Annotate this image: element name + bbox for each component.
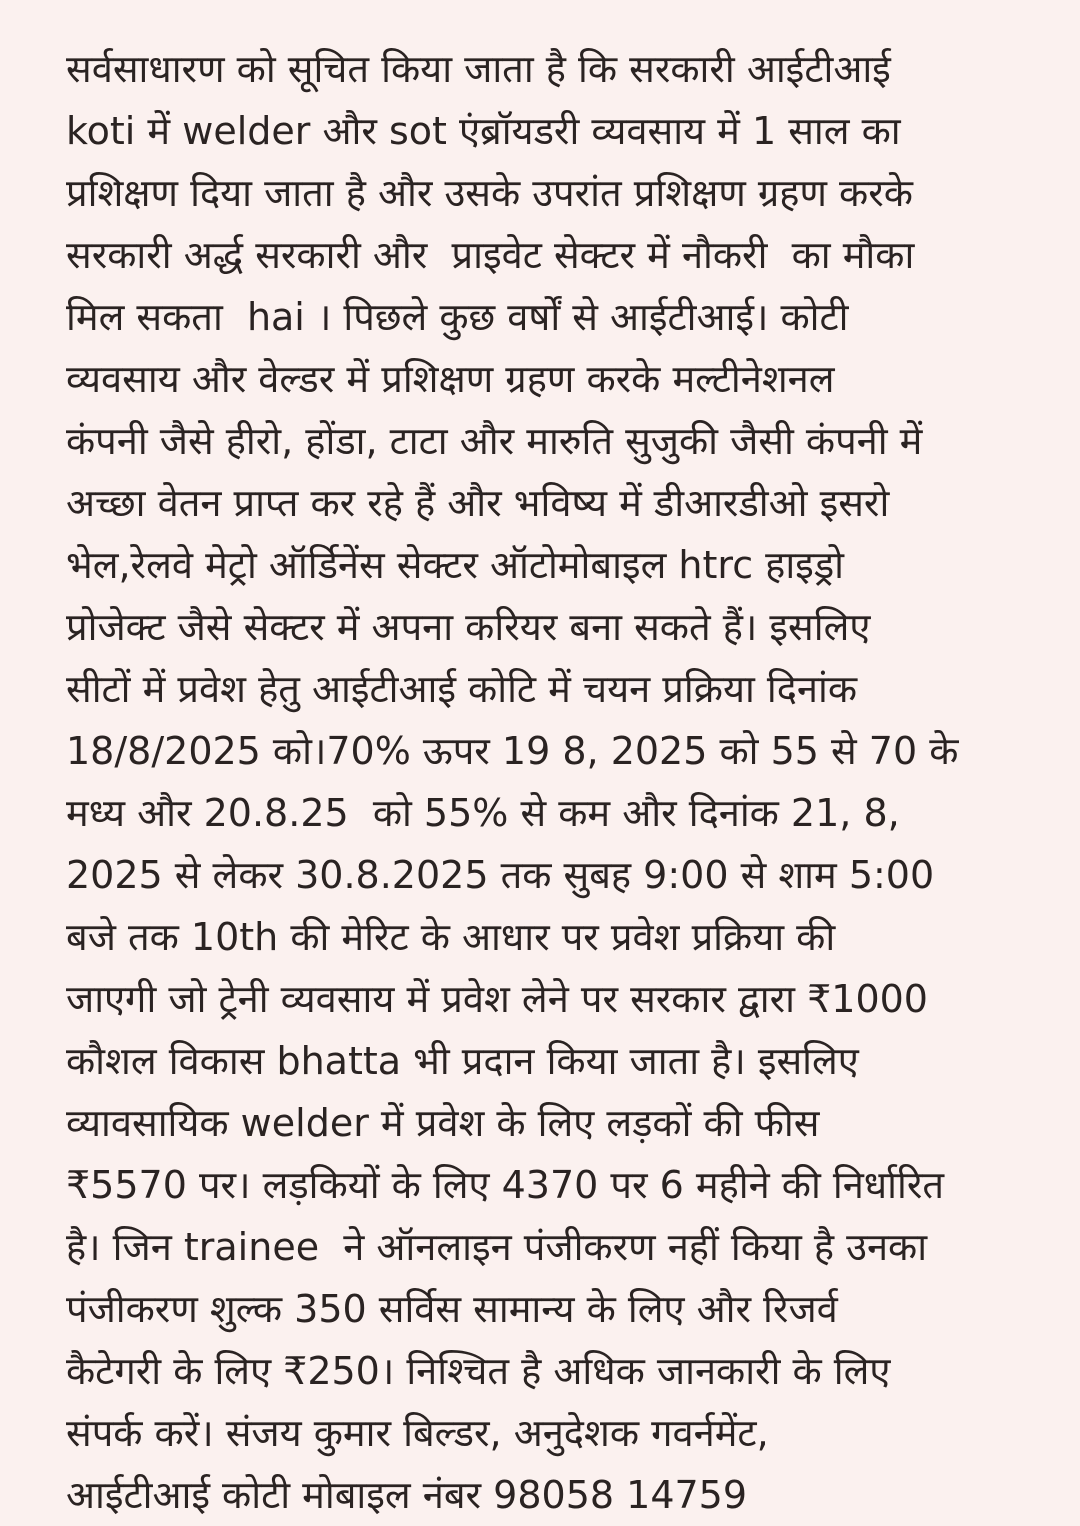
message-line: अच्छा वेतन प्राप्त कर रहे हैं और भविष्य में डीआरडीओ इसरो bbox=[66, 481, 890, 525]
message-line: सरकारी अर्द्ध सरकारी और प्राइवेट सेक्टर में नौकरी का मौका bbox=[66, 233, 915, 277]
message-line: संपर्क करें। संजय कुमार बिल्डर, अनुदेशक गवर्नमेंट, bbox=[66, 1411, 769, 1455]
message-line: 2025 से लेकर 30.8.2025 तक सुबह 9:00 से शाम 5:00 bbox=[66, 853, 935, 897]
message-line: प्रोजेक्ट जैसे सेक्टर में अपना करियर बना सकते हैं। इसलिए bbox=[66, 605, 871, 649]
message-line: koti में welder और sot एंब्रॉयडरी व्यवसाय में 1 साल का bbox=[66, 109, 901, 153]
message-line: जाएगी जो ट्रेनी व्यवसाय में प्रवेश लेने पर सरकार द्वारा ₹1000 bbox=[66, 977, 928, 1021]
message-line: भेल,रेलवे मेट्रो ऑर्डिनेंस सेक्टर ऑटोमोबाइल htrc हाइड्रो bbox=[66, 543, 845, 587]
message-line: व्यवसाय और वेल्डर में प्रशिक्षण ग्रहण करके मल्टीनेशनल bbox=[66, 357, 835, 401]
message-line: सर्वसाधारण को सूचित किया जाता है कि सरकारी आईटीआई bbox=[66, 47, 891, 91]
message-text[interactable] bbox=[66, 38, 1022, 1526]
message-line: कंपनी जैसे हीरो, होंडा, टाटा और मारुति सुजुकी जैसी कंपनी में bbox=[66, 419, 923, 463]
message-line: कौशल विकास bhatta भी प्रदान किया जाता है। इसलिए bbox=[66, 1039, 859, 1083]
message-line: ₹5570 पर। लड़कियों के लिए 4370 पर 6 महीने की निर्धारित bbox=[66, 1163, 945, 1207]
message-line: कैटेगरी के लिए ₹250। निश्चित है अधिक जानकारी के लिए bbox=[66, 1349, 891, 1393]
message-line: प्रशिक्षण दिया जाता है और उसके उपरांत प्रशिक्षण ग्रहण करके bbox=[66, 171, 913, 215]
message-line: मिल सकता hai । पिछले कुछ वर्षों से आईटीआई। कोटी bbox=[66, 295, 849, 339]
message-line: बजे तक 10th की मेरिट के आधार पर प्रवेश प्रक्रिया की bbox=[66, 915, 836, 959]
message-line: है। जिन trainee ने ऑनलाइन पंजीकरण नहीं किया है उनका bbox=[66, 1225, 928, 1269]
message-line: सीटों में प्रवेश हेतु आईटीआई कोटि में चयन प्रक्रिया दिनांक bbox=[66, 667, 858, 711]
message-line: व्यावसायिक welder में प्रवेश के लिए लड़कों की फीस bbox=[66, 1101, 820, 1145]
message-line: आईटीआई कोटी मोबाइल नंबर 98058 14759 bbox=[66, 1473, 748, 1517]
message-line: मध्य और 20.8.25 को 55% से कम और दिनांक 21, 8, bbox=[66, 791, 900, 835]
message-line: पंजीकरण शुल्क 350 सर्विस सामान्य के लिए और रिजर्व bbox=[66, 1287, 838, 1331]
message-line: 18/8/2025 को।70% ऊपर 19 8, 2025 को 55 से 70 के bbox=[66, 729, 959, 773]
